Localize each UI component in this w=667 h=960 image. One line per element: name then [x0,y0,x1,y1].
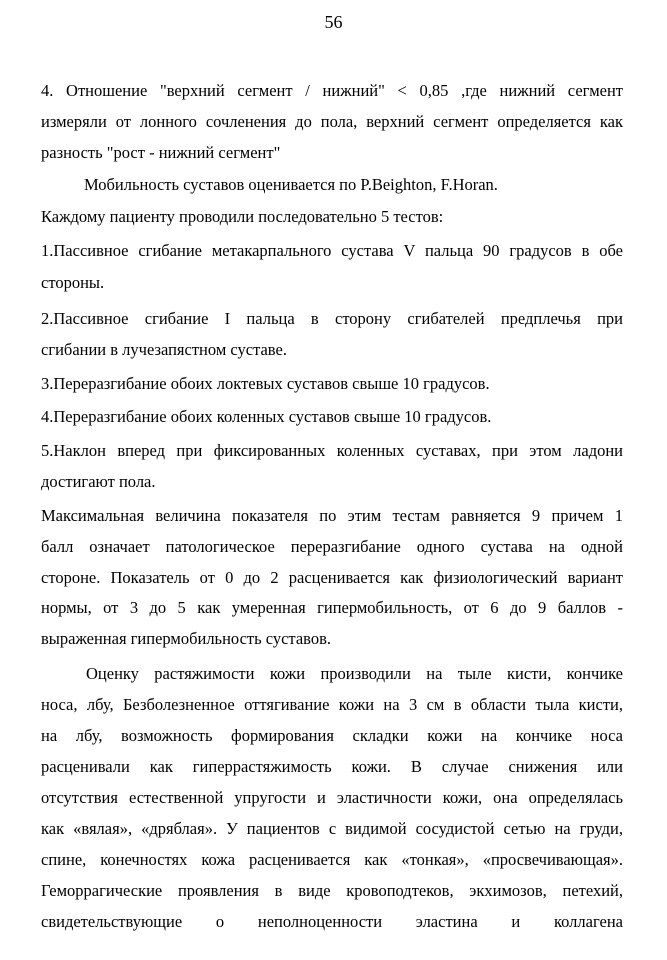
text-line: Максимальная величина показателя по этим тестам равняется 9 причем 1 [41,506,623,525]
text-line: сгибании в лучезапястном суставе. [41,340,287,359]
text-line: расценивали как гиперрастяжимость кожи. В случае снижения или [41,757,623,776]
text-line: нормы, от 3 до 5 как умеренная гипермобильность, от 6 до 9 баллов - [41,598,623,617]
text-line: спине, конечностях кожа расценивается как «тонкая», «просвечивающая». [41,850,623,869]
text-line: 4. Отношение "верхний сегмент / нижний" < 0,85 ,где нижний сегмент [41,81,623,100]
text-line: балл означает патологическое переразгибание одного сустава на одной [41,537,623,556]
text-line: 4.Переразгибание обоих коленных суставов свыше 10 градусов. [41,407,492,426]
text-line: Оценку растяжимости кожи производили на тыле кисти, кончике [86,664,623,683]
text-line: свидетельствующие о неполноценности эластина и коллагена [41,912,623,931]
text-line: 1.Пассивное сгибание метакарпального сустава V пальца 90 градусов в обе [41,241,623,260]
text-line: на лбу, возможность формирования складки кожи на кончике носа [41,726,623,745]
text-line: отсутствия естественной упругости и эластичности кожи, она определялась [41,788,623,807]
text-line: Геморрагические проявления в виде кровоподтеков, экхимозов, петехий, [41,881,623,900]
text-line: выраженная гипермобильность суставов. [41,629,332,648]
text-line: измеряли от лонного сочленения до пола, верхний сегмент определяется как [41,112,623,131]
text-line: носа, лбу, Безболезненное оттягивание кожи на 3 см в области тыла кисти, [41,695,623,714]
text-line: Мобильность суставов оценивается по P.Beighton, F.Horan. [84,175,498,194]
text-line: как «вялая», «дряблая». У пациентов с видимой сосудистой сетью на груди, [41,819,623,838]
page-number: 56 [324,12,343,32]
text-line: Каждому пациенту проводили последовательно 5 тестов: [41,207,444,226]
text-line: 5.Наклон вперед при фиксированных коленных суставах, при этом ладони [41,441,623,460]
text-line: стороны. [41,273,105,292]
text-line: достигают пола. [41,472,156,491]
text-line: стороне. Показатель от 0 до 2 расценивается как физиологический вариант [41,568,623,587]
text-line: 3.Переразгибание обоих локтевых суставов свыше 10 градусов. [41,374,490,393]
text-line: 2.Пассивное сгибание I пальца в сторону сгибателей предплечья при [41,309,623,328]
text-line: разность "рост - нижний сегмент" [41,143,281,162]
